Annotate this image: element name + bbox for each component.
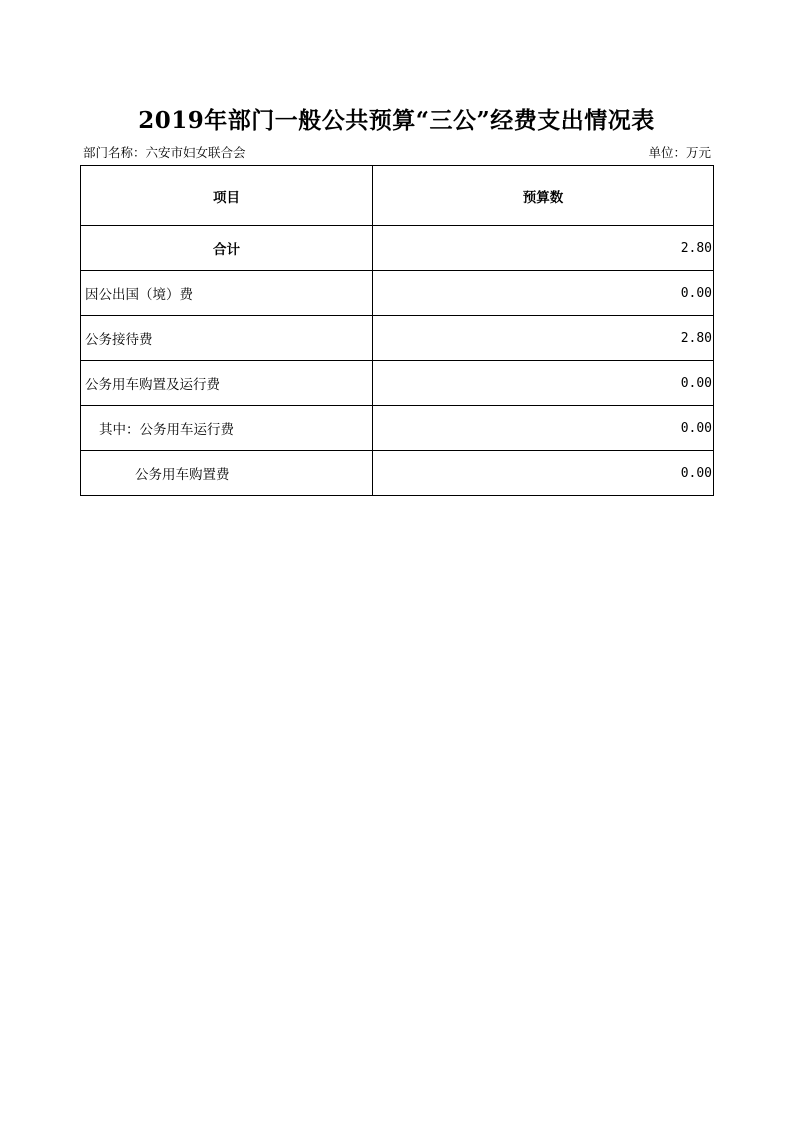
table-header-row: [81, 166, 714, 226]
unit-label: 单位：万元: [648, 145, 711, 160]
table-row: [81, 361, 714, 406]
row-value: 0.00: [373, 271, 714, 316]
row-value: 0.00: [373, 361, 714, 406]
budget-table: [80, 165, 714, 496]
column-header-budget: 预算数: [373, 166, 714, 226]
row-value: 0.00: [373, 406, 714, 451]
row-value: 2.80: [373, 226, 714, 271]
table-row: [81, 406, 714, 451]
row-value: 2.80: [373, 316, 714, 361]
row-label: 因公出国（境）费: [81, 271, 373, 316]
row-label: 公务接待费: [81, 316, 373, 361]
row-value: 0.00: [373, 451, 714, 496]
department-name: 部门名称：六安市妇女联合会: [83, 145, 246, 160]
row-label: 公务用车购置及运行费: [81, 361, 373, 406]
table-row: [81, 451, 714, 496]
table-row: [81, 316, 714, 361]
page-title: 2019年部门一般公共预算“三公”经费支出情况表: [138, 107, 655, 134]
table-row: [81, 271, 714, 316]
row-label: 公务用车购置费: [81, 451, 373, 496]
table-row-total: [81, 226, 714, 271]
column-header-item: 项目: [81, 166, 373, 226]
row-label: 其中：公务用车运行费: [81, 406, 373, 451]
row-label: 合计: [81, 226, 373, 271]
